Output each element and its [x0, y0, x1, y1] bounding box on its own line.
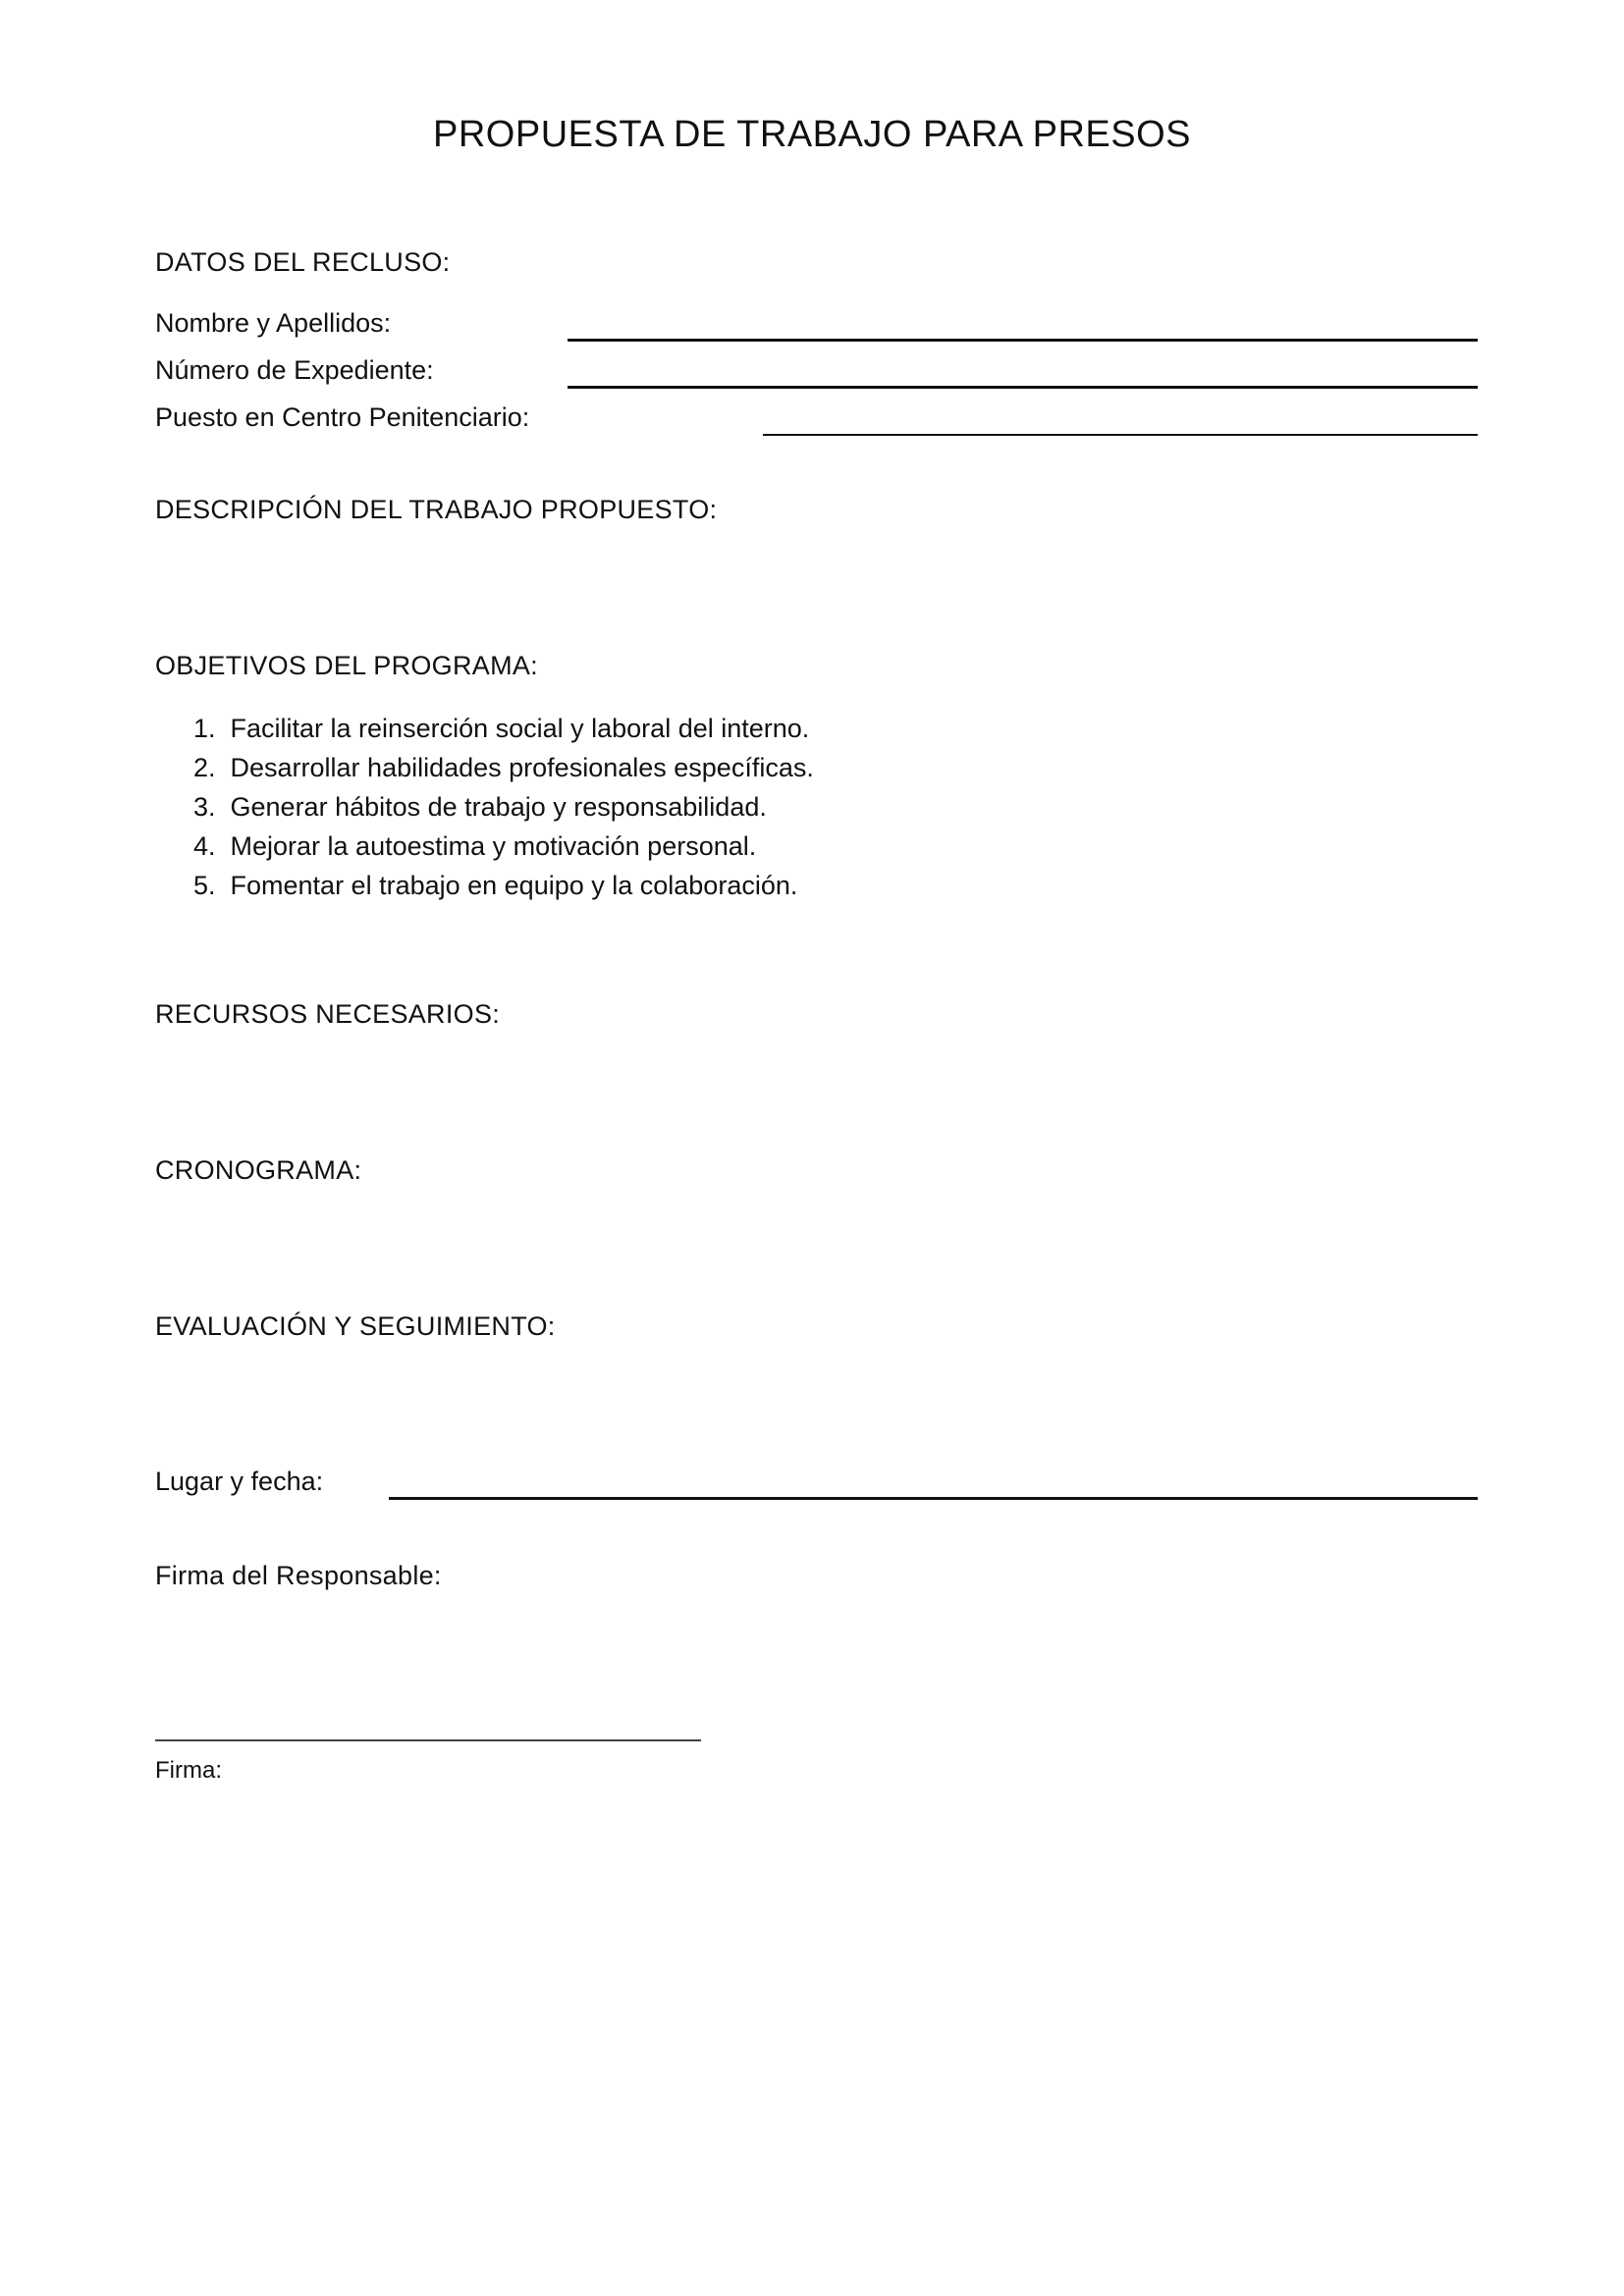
section-heading-recursos: RECURSOS NECESARIOS: — [155, 999, 501, 1029]
objective-text: Generar hábitos de trabajo y responsabilidad. — [230, 792, 767, 822]
section-heading-evaluacion: EVALUACIÓN Y SEGUIMIENTO: — [155, 1311, 556, 1341]
section-heading-cronograma: CRONOGRAMA: — [155, 1155, 362, 1185]
field-label-puesto: Puesto en Centro Penitenciario: — [155, 402, 530, 432]
section-heading-descripcion: DESCRIPCIÓN DEL TRABAJO PROPUESTO: — [155, 495, 718, 524]
objective-item — [193, 827, 814, 866]
section-heading-datos-recluso: DATOS DEL RECLUSO: — [155, 247, 451, 277]
objectives-list — [193, 709, 814, 905]
section-heading-firma-responsable: Firma del Responsable: — [155, 1561, 442, 1590]
objective-number: 5. — [193, 871, 216, 900]
objective-number: 1. — [193, 714, 216, 743]
objective-item — [193, 709, 814, 748]
field-line-puesto[interactable] — [763, 434, 1478, 436]
field-label-lugar-fecha: Lugar y fecha: — [155, 1467, 324, 1496]
objective-text: Mejorar la autoestima y motivación personal. — [230, 831, 757, 861]
signature-caption: Firma: — [155, 1757, 222, 1784]
objective-number: 2. — [193, 753, 216, 782]
field-label-nombre: Nombre y Apellidos: — [155, 308, 392, 338]
objective-text: Fomentar el trabajo en equipo y la colaboración. — [230, 871, 798, 900]
objective-text: Desarrollar habilidades profesionales específicas. — [230, 753, 814, 782]
objective-item — [193, 748, 814, 787]
objective-item — [193, 787, 814, 827]
objective-text: Facilitar la reinserción social y laboral del interno. — [230, 714, 810, 743]
field-label-expediente: Número de Expediente: — [155, 355, 434, 385]
objective-number: 4. — [193, 831, 216, 861]
field-line-lugar-fecha[interactable] — [389, 1497, 1478, 1500]
objective-number: 3. — [193, 792, 216, 822]
section-heading-objetivos: OBJETIVOS DEL PROGRAMA: — [155, 651, 538, 680]
field-line-expediente[interactable] — [568, 386, 1478, 389]
objective-item — [193, 866, 814, 905]
signature-line[interactable] — [155, 1739, 701, 1741]
document-title: PROPUESTA DE TRABAJO PARA PRESOS — [433, 114, 1191, 155]
field-line-nombre[interactable] — [568, 339, 1478, 342]
